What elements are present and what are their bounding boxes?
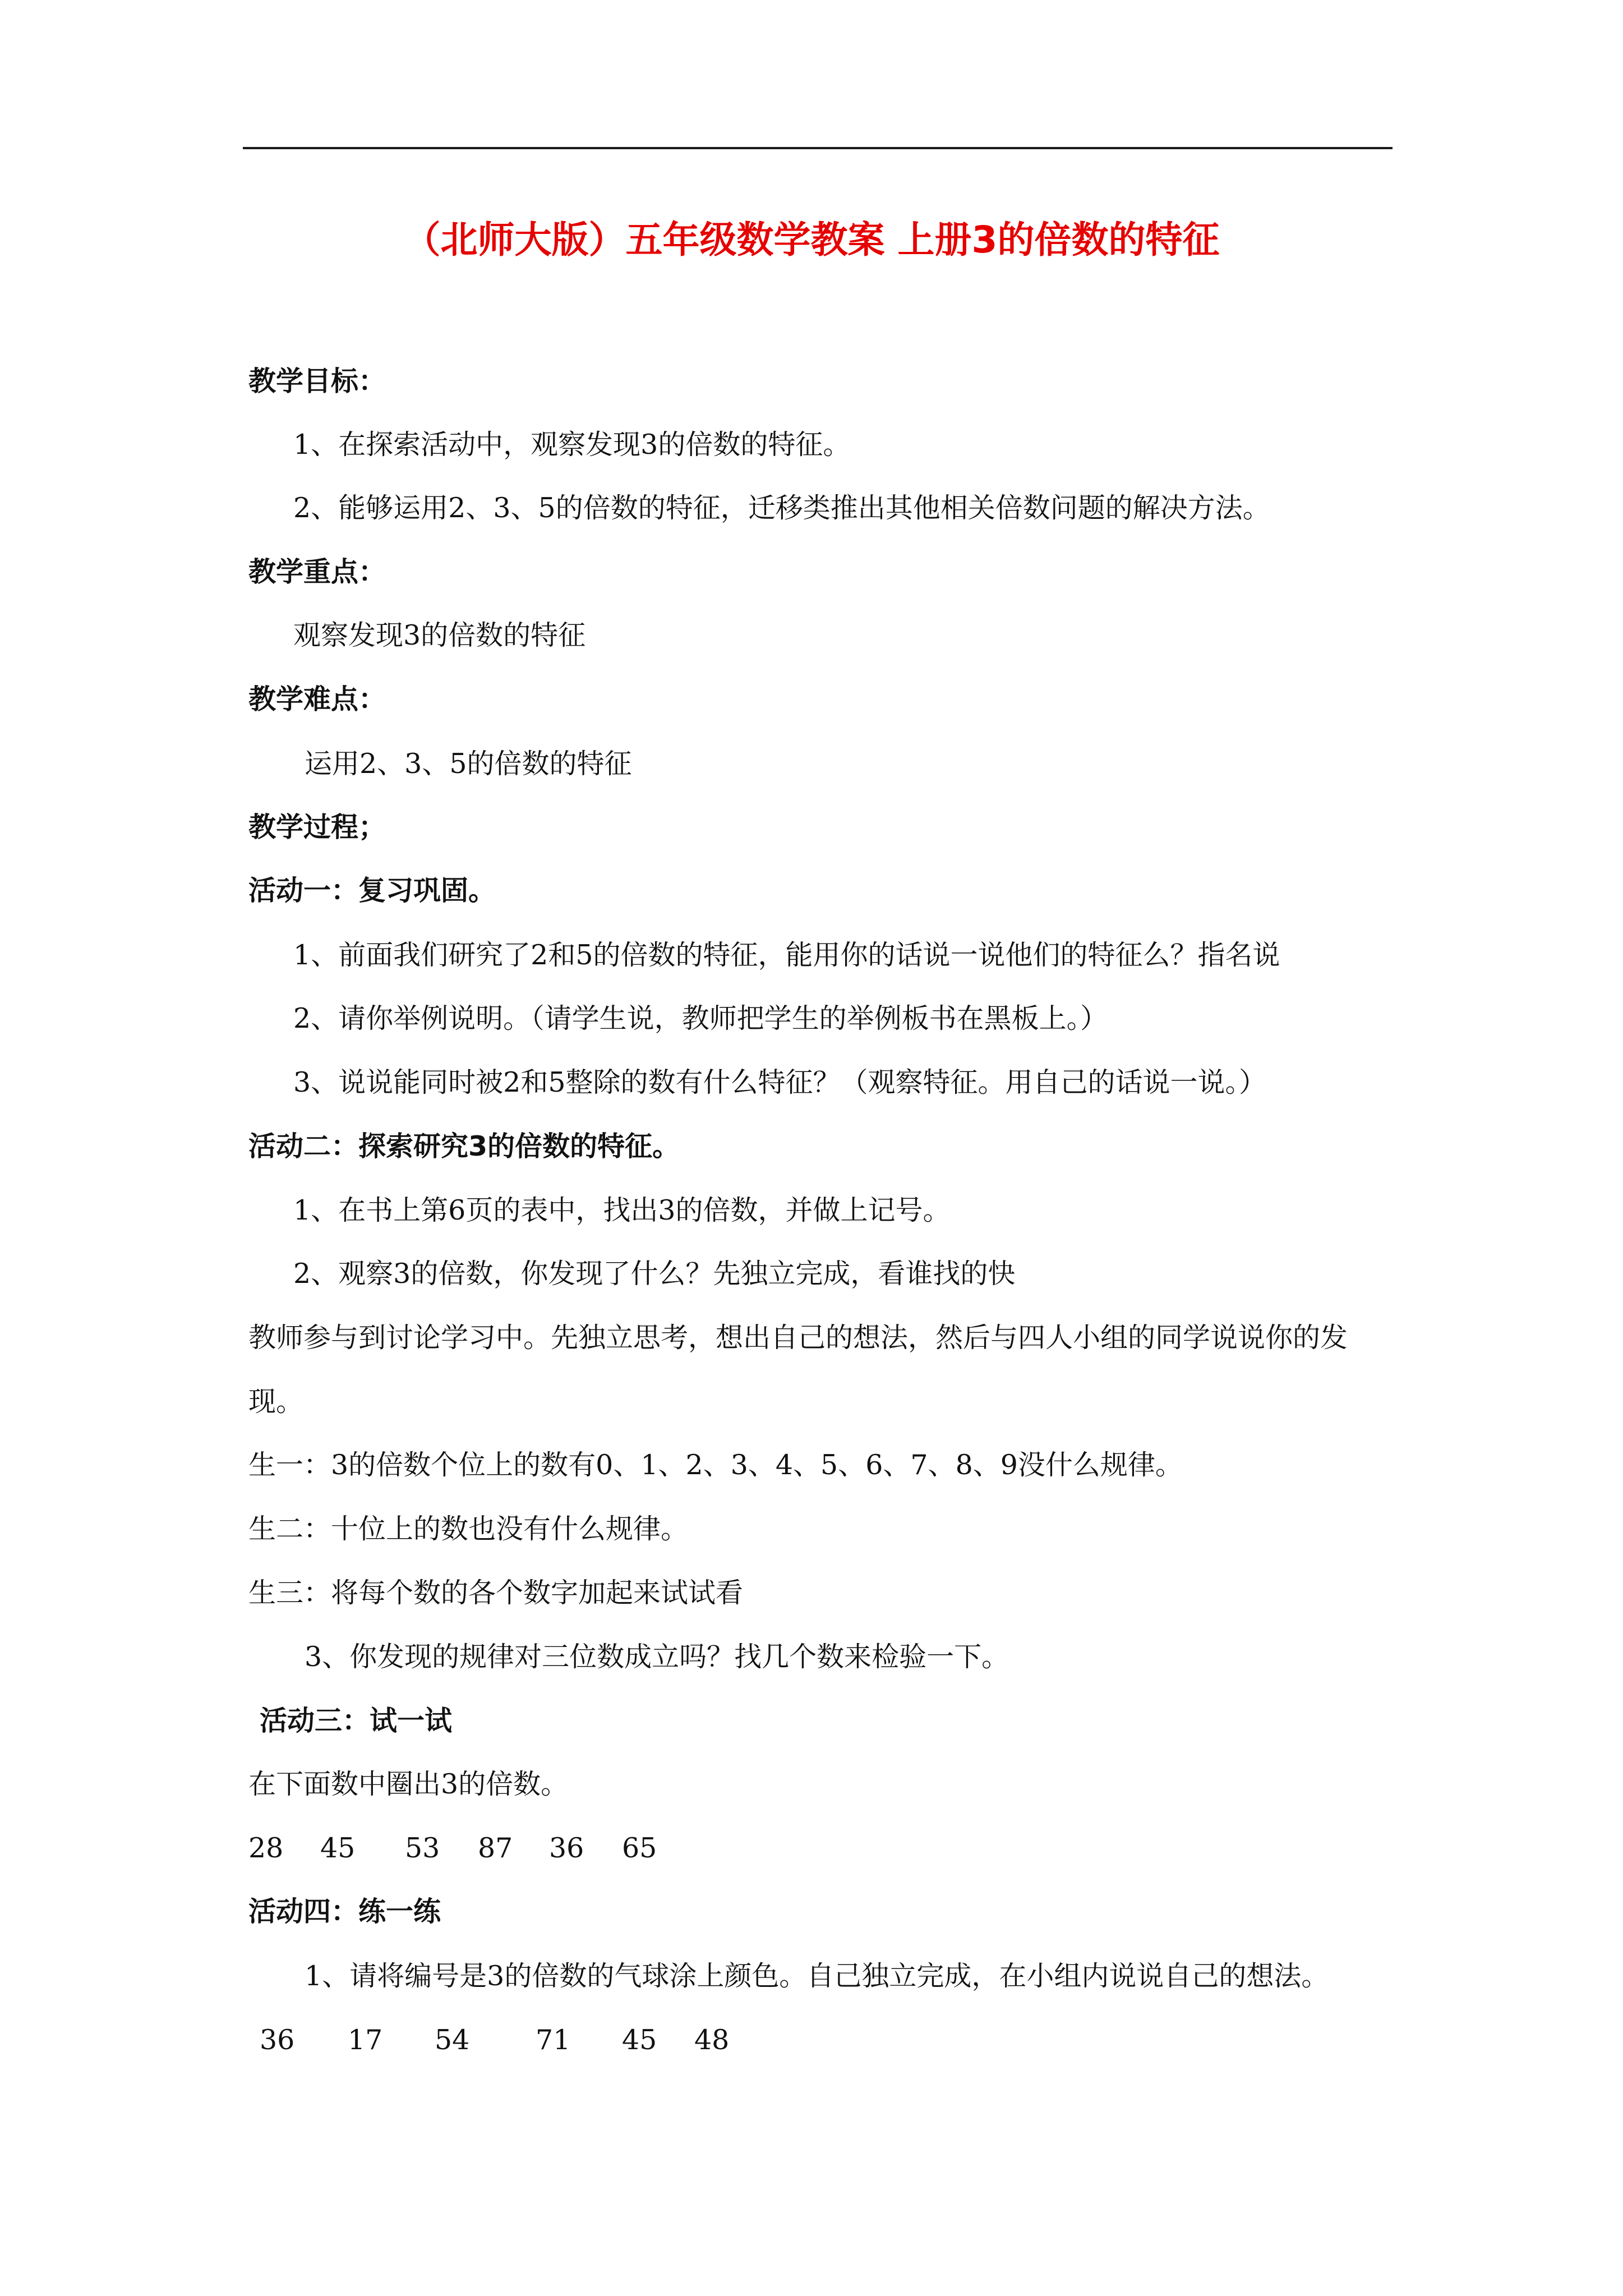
activity3-number: 87 [478, 1832, 513, 1864]
activity2-item3: 3、你发现的规律对三位数成立吗？找几个数来检验一下。 [305, 1641, 1009, 1673]
activity3-heading: 活动三：试一试 [260, 1705, 453, 1737]
activity4-number: 17 [348, 2024, 383, 2056]
difficulty-text: 运用2、3、5的倍数的特征 [305, 748, 632, 780]
activity2-paragraph-line1: 教师参与到讨论学习中。先独立思考，想出自己的想法，然后与四人小组的同学说说你的发 [248, 1322, 1348, 1354]
document-title: （北师大版）五年级数学教案 上册3的倍数的特征 [403, 218, 1220, 261]
key-point-heading: 教学重点： [248, 556, 386, 588]
activity3-number: 28 [248, 1832, 284, 1864]
objective-1: 1、在探索活动中，观察发现3的倍数的特征。 [293, 429, 851, 461]
activity1-item3: 3、说说能同时被2和5整除的数有什么特征？（观察特征。用自己的话说一说。） [293, 1066, 1267, 1098]
header-rule [243, 147, 1393, 149]
objectives-heading: 教学目标： [248, 365, 386, 397]
activity4-heading: 活动四：练一练 [248, 1895, 441, 1927]
key-point-text: 观察发现3的倍数的特征 [293, 619, 586, 651]
activity1-heading: 活动一：复习巩固。 [248, 875, 496, 907]
activity4-number-row [0, 2021, 1623, 2060]
activity4-number: 45 [622, 2024, 657, 2056]
activity3-number: 36 [549, 1832, 584, 1864]
activity4-item1: 1、请将编号是3的倍数的气球涂上颜色。自己独立完成，在小组内说说自己的想法。 [305, 1960, 1329, 1992]
activity4-number: 48 [694, 2024, 730, 2056]
activity3-number-row [0, 1829, 1623, 1868]
activity3-instruction: 在下面数中圈出3的倍数。 [248, 1768, 569, 1800]
activity2-heading: 活动二：探索研究3的倍数的特征。 [248, 1130, 680, 1162]
process-heading: 教学过程； [248, 811, 386, 843]
activity1-item2: 2、请你举例说明。（请学生说，教师把学生的举例板书在黑板上。） [293, 1002, 1108, 1034]
activity4-number: 54 [435, 2024, 470, 2056]
student2-answer: 生二：十位上的数也没有什么规律。 [248, 1513, 689, 1545]
student1-answer: 生一：3的倍数个位上的数有0、1、2、3、4、5、6、7、8、9没什么规律。 [248, 1449, 1183, 1481]
activity3-number: 65 [622, 1832, 657, 1864]
student3-answer: 生三：将每个数的各个数字加起来试试看 [248, 1577, 744, 1609]
activity2-paragraph-line2: 现。 [248, 1386, 304, 1418]
activity3-number: 45 [320, 1832, 356, 1864]
activity1-item1: 1、前面我们研究了2和5的倍数的特征，能用你的话说一说他们的特征么？指名说 [293, 939, 1280, 971]
activity3-number: 53 [405, 1832, 440, 1864]
activity4-number: 71 [536, 2024, 571, 2056]
difficulty-heading: 教学难点： [248, 683, 386, 715]
activity2-item1: 1、在书上第6页的表中，找出3的倍数，并做上记号。 [293, 1194, 951, 1226]
activity2-item2: 2、观察3的倍数，你发现了什么？先独立完成，看谁找的快 [293, 1258, 1016, 1290]
objective-2: 2、能够运用2、3、5的倍数的特征，迁移类推出其他相关倍数问题的解决方法。 [293, 492, 1270, 524]
activity4-number: 36 [260, 2024, 295, 2056]
